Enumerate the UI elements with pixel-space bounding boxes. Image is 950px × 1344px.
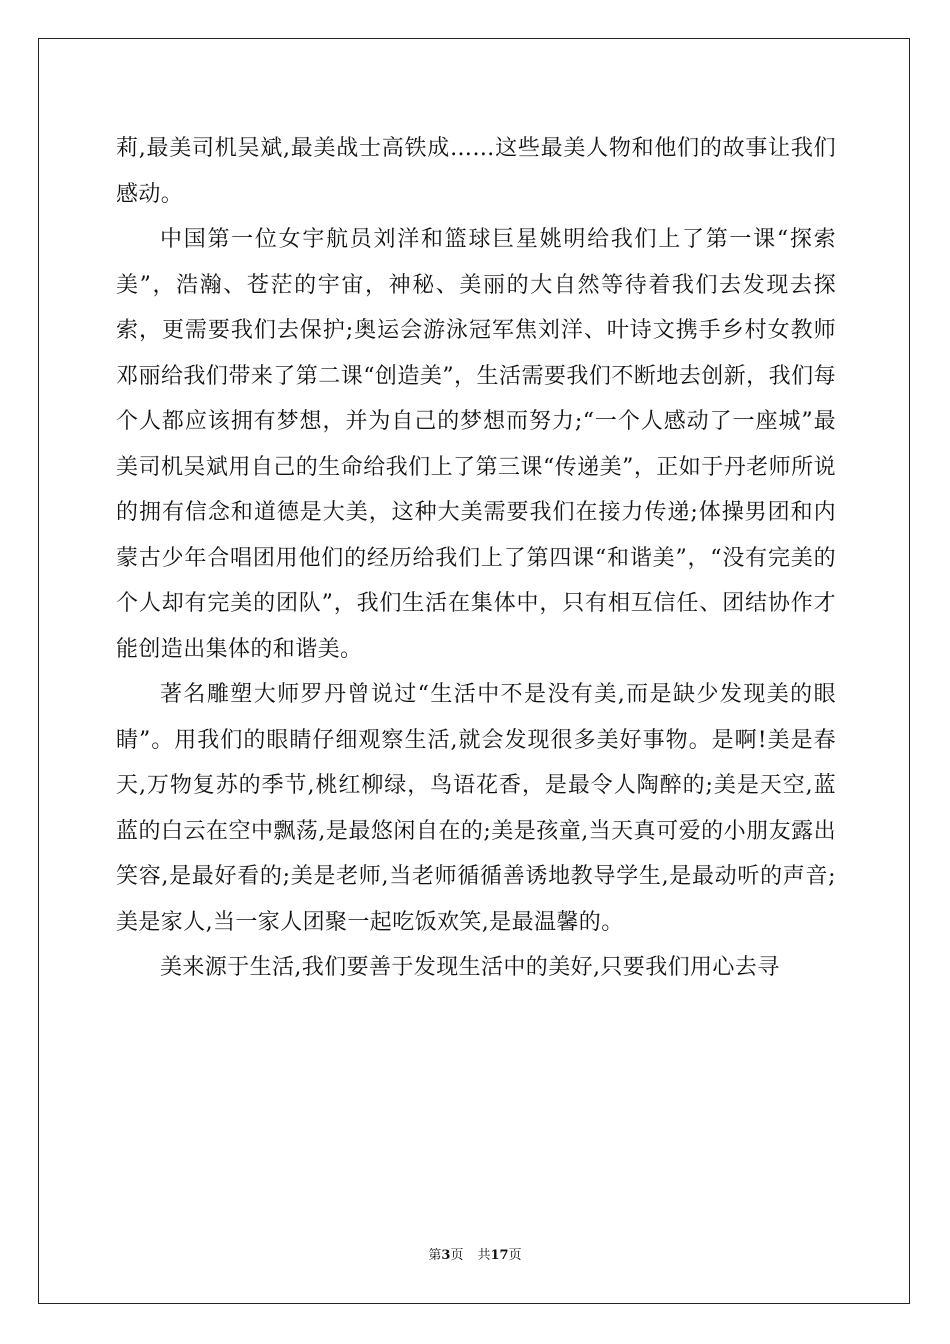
document-body <box>116 126 836 991</box>
page-prefix: 第 <box>428 1248 442 1263</box>
page-current: 3 <box>441 1248 451 1263</box>
page-total: 17 <box>490 1248 509 1263</box>
page-unit: 页 <box>450 1248 464 1263</box>
total-unit: 页 <box>508 1248 522 1263</box>
total-prefix: 共 <box>477 1248 491 1263</box>
paragraph-4: 美来源于生活,我们要善于发现生活中的美好,只要我们用心去寻 <box>160 955 780 980</box>
page-footer <box>0 1248 950 1264</box>
paragraph-3: 著名雕塑大师罗丹曾说过“生活中不是没有美,而是缺少发现美的眼睛”。用我们的眼睛仔细观察生活,就会发现很多美好事物。是啊!美是春天,万物复苏的季节,桃红柳绿，鸟语花香，是最令人陶醉的;美是天空,蓝蓝的白云在空中飘荡,是最悠闲自在的;美是孩童,当天真可爱的小朋友露出笑容,是最好看的;美是老师,当老师循循善诱地教导学生,是最动听的声音;美是家人,当一家人团聚一起吃饭欢笑,是最温馨的。 <box>116 682 836 935</box>
paragraph-1: 莉,最美司机吴斌,最美战士高铁成……这些最美人物和他们的故事让我们感动。 <box>116 136 836 207</box>
paragraph-2: 中国第一位女宇航员刘洋和篮球巨星姚明给我们上了第一课“探索美”，浩瀚、苍茫的宇宙，神秘、美丽的大自然等待着我们去发现去探索，更需要我们去保护;奥运会游泳冠军焦刘洋、叶诗文携手乡村女教师邓丽给我们带来了第二课“创造美”，生活需要我们不断地去创新，我们每个人都应该拥有梦想，并为自己的梦想而努力;“一个人感动了一座城”最美司机吴斌用自己的生命给我们上了第三课“传递美”，正如于丹老师所说的拥有信念和道德是大美，这种大美需要我们在接力传递;体操男团和内蒙古少年合唱团用他们的经历给我们上了第四课“和谐美”，“没有完美的个人却有完美的团队”，我们生活在集体中，只有相互信任、团结协作才能创造出集体的和谐美。 <box>116 227 836 662</box>
